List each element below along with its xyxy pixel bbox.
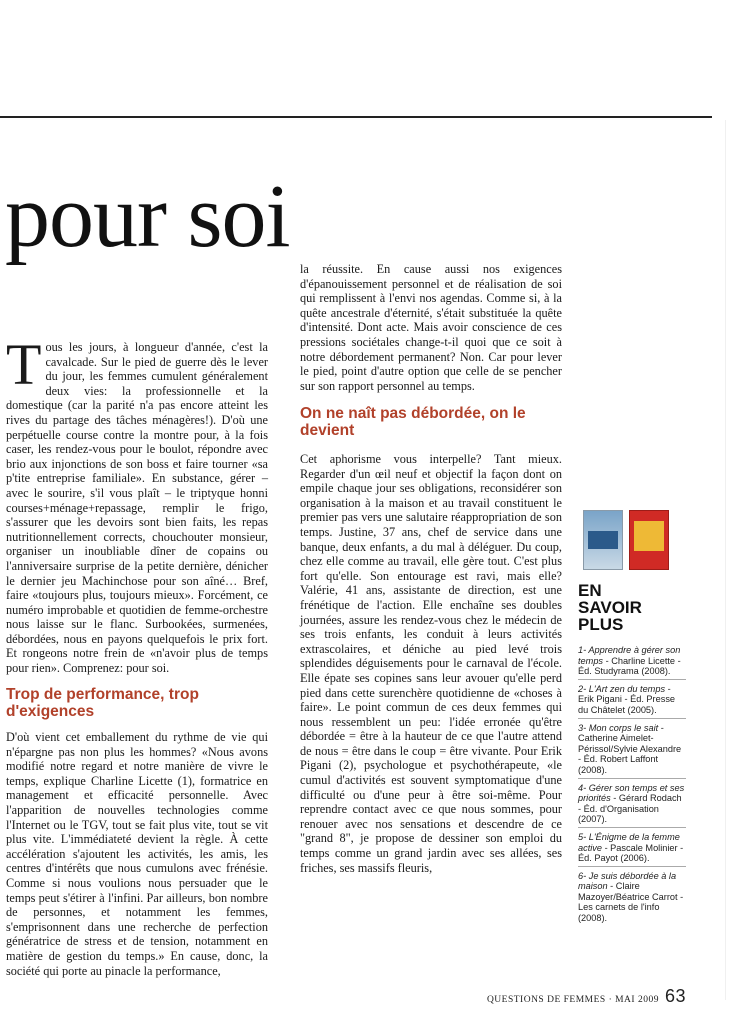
sidebar-title <box>578 582 686 633</box>
book-covers <box>583 510 686 570</box>
intro-paragraph: ous les jours, à longueur d'année, c'est la cavalcade. Sur le pied de guerre dès le lever du jour, les femmes cumulent généralement deux vies: la professionnelle et la domestique (car la parité n'a pas encore atteint les rives du partage des tâches ménagères!). D'où une perpétuelle course contre la montre pour, à la fois caser, les rendez-vous pour le boulot, répondre avec brio aux injonctions de son boss et faire tourner «sa p'tite entreprise familiale». En substance, gérer – avec le sourire, s'il vous plaît – le triptyque honni courses+ménage+repassage, remplir le frigo, s'assurer que les devoirs sont bien faits, les repas nutritionnellement corrects, chouchouter monsieur, organiser un inoubliable dîner de copains ou l'anniversaire surprise de la petite dernière, dénicher le dernier jeu Machinchose pour son aîné… Bref, faire «toujours plus, toujours mieux». Forcément, ce numéro improbable et quotidien de femme-orchestre nous laisse sur le flanc. Surbookées, surmenées, débordées, nous en payons quelquefois le prix fort. Et rongeons notre frein de «n'avoir plus de temps pour rien». Comprenez: pour soi. <box>6 340 268 676</box>
continued-paragraph: la réussite. En cause aussi nos exigences d'épanouissement personnel et de réalisation de soi qui remplissent à l'envi nos agendas. Comme si, à la quête ancestrale d'éternité, s'était substituée la quête d'intensité. Dont acte. Mais avoir conscience de ces pressions sociétales change-t-il quoi que ce soit à notre débordement permanent? Non. Car pour lever le pied, point d'autre option que celle de se pencher sur son rapport personnel au temps. <box>300 262 562 393</box>
sidebar-title-line: EN <box>578 581 602 600</box>
book-details: - Erik Pigani - Éd. Presse du Châtelet (2005). <box>578 683 676 715</box>
list-item <box>578 832 686 867</box>
section-heading-performance: Trop de performance, trop d'exigences <box>6 686 199 720</box>
reading-list <box>578 645 686 924</box>
section-paragraph-2: Cet aphorisme vous interpelle? Tant mieux. Regarder d'un œil neuf et objectif la façon dont on empile chaque jour ses obligations, reconsidérer son organisation à la maison et au travail constituent le premier pas vers une salutaire réappropriation de son temps. Justine, 37 ans, chef de service dans une banque, deux enfants, a du mal à déléguer. Du coup, chez elle comme au travail, elle gère tout. C'est plus fort qu'elle. Son entourage est ravi, mais elle? Valérie, 41 ans, assistante de direction, est une frénétique de l'action. Elle enchaîne ses doubles journées, assure les rendez-vous chez le médecin de ses trois enfants, les conduit à leurs activités extrascolaires, et déniche au pied levé trois splendides déguisements pour le carnaval de l'école. Elle épate ses copines sans leur avouer qu'elle perd pied dans cette surenchère quotidienne de «choses à faire». Le point commun de ces deux femmes qui nous ressemblent un peu: l'idée erronée qu'être débordée = être à la hauteur de ce que l'autre attend de nous = être dans le coup = être vivante. Pour Erik Pigani (2), psychologue et psychothérapeute, «le cumul d'activités est souvent symptomatique d'une difficulté ou d'une peur à être soi-même. Pour reprendre contact avec ce que nous sommes, pour renouer avec nos sensations et descendre de ce "grand 8", je propose de dessiner son emploi du temps comme un grand jardin avec ses allées, ses friches, ses massifs fleuris, <box>300 452 562 875</box>
page-number: 63 <box>664 986 686 1006</box>
list-item <box>578 723 686 779</box>
page-edge <box>725 120 726 1000</box>
drop-cap: T <box>6 332 42 397</box>
book-title: 5- L'Énigme de la femme active <box>578 831 680 853</box>
book-details: - Pascale Molinier - Éd. Payot (2006). <box>578 842 684 864</box>
sidebar-title-line: PLUS <box>578 615 624 634</box>
column-1-section <box>6 730 268 978</box>
page-footer <box>487 986 686 1007</box>
further-reading-sidebar <box>578 510 686 928</box>
list-item <box>578 684 686 719</box>
book-title: 2- L'Art zen du temps <box>578 683 666 694</box>
list-item <box>578 871 686 924</box>
list-item <box>578 783 686 828</box>
book-details: - Charline Licette - Éd. Studyrama (2008). <box>578 655 681 677</box>
magazine-issue: QUESTIONS DE FEMMES · MAI 2009 <box>486 995 659 1005</box>
book-details: - Catherine Aimelet-Périssol/Sylvie Alexandre - Éd. Robert Laffont (2008). <box>578 722 682 775</box>
book-cover-1 <box>583 510 623 570</box>
book-details: - Gérard Rodach - Éd. d'Organisation (2007). <box>578 793 682 825</box>
top-rule <box>0 116 712 118</box>
column-2-top <box>300 262 562 393</box>
book-title: 3- Mon corps le sait <box>578 722 659 733</box>
book-details: - Claire Mazoyer/Béatrice Carrot - Les carnets de l'info (2008). <box>578 881 684 924</box>
section-heading-debordee: On ne naît pas débordée, on le devient <box>300 405 526 439</box>
book-title: 1- Apprendre à gérer son temps <box>578 645 681 666</box>
list-item <box>578 645 686 680</box>
section-paragraph-1: D'où vient cet emballement du rythme de vie qui n'épargne pas non plus les hommes? «Nous avons modifié notre regard et notre manière de vivre le temps, explique Charline Licette (1), formatrice en management et efficacité personnelle. Avec l'apparition de nouvelles technologies comme l'Internet ou le TGV, tout se fait plus vite, tout se vit plus vite. L'immédiateté devient la règle. À cette accélération s'ajoutent les activités, les amis, les centres d'intérêts que nous cumulons avec frénésie. Comme si nous voulions nous persuader que le temps peut s'étirer à l'infini. Par ailleurs, bon nombre de personnes, et notamment les femmes, s'emprisonnent dans une recherche de perfection génératrice de stress et de tension, notamment en matière de gestion du temps.» En cause, donc, la société qui porte au pinacle la performance, <box>6 730 268 978</box>
book-cover-2 <box>629 510 669 570</box>
book-title: 6- Je suis débordée à la maison <box>578 870 677 892</box>
column-2-section <box>300 452 562 875</box>
article-title: pour soi <box>5 167 290 266</box>
column-1-intro <box>6 332 268 676</box>
sidebar-title-line: SAVOIR <box>578 598 642 617</box>
book-title: 4- Gérer son temps et ses priorités <box>578 782 685 804</box>
